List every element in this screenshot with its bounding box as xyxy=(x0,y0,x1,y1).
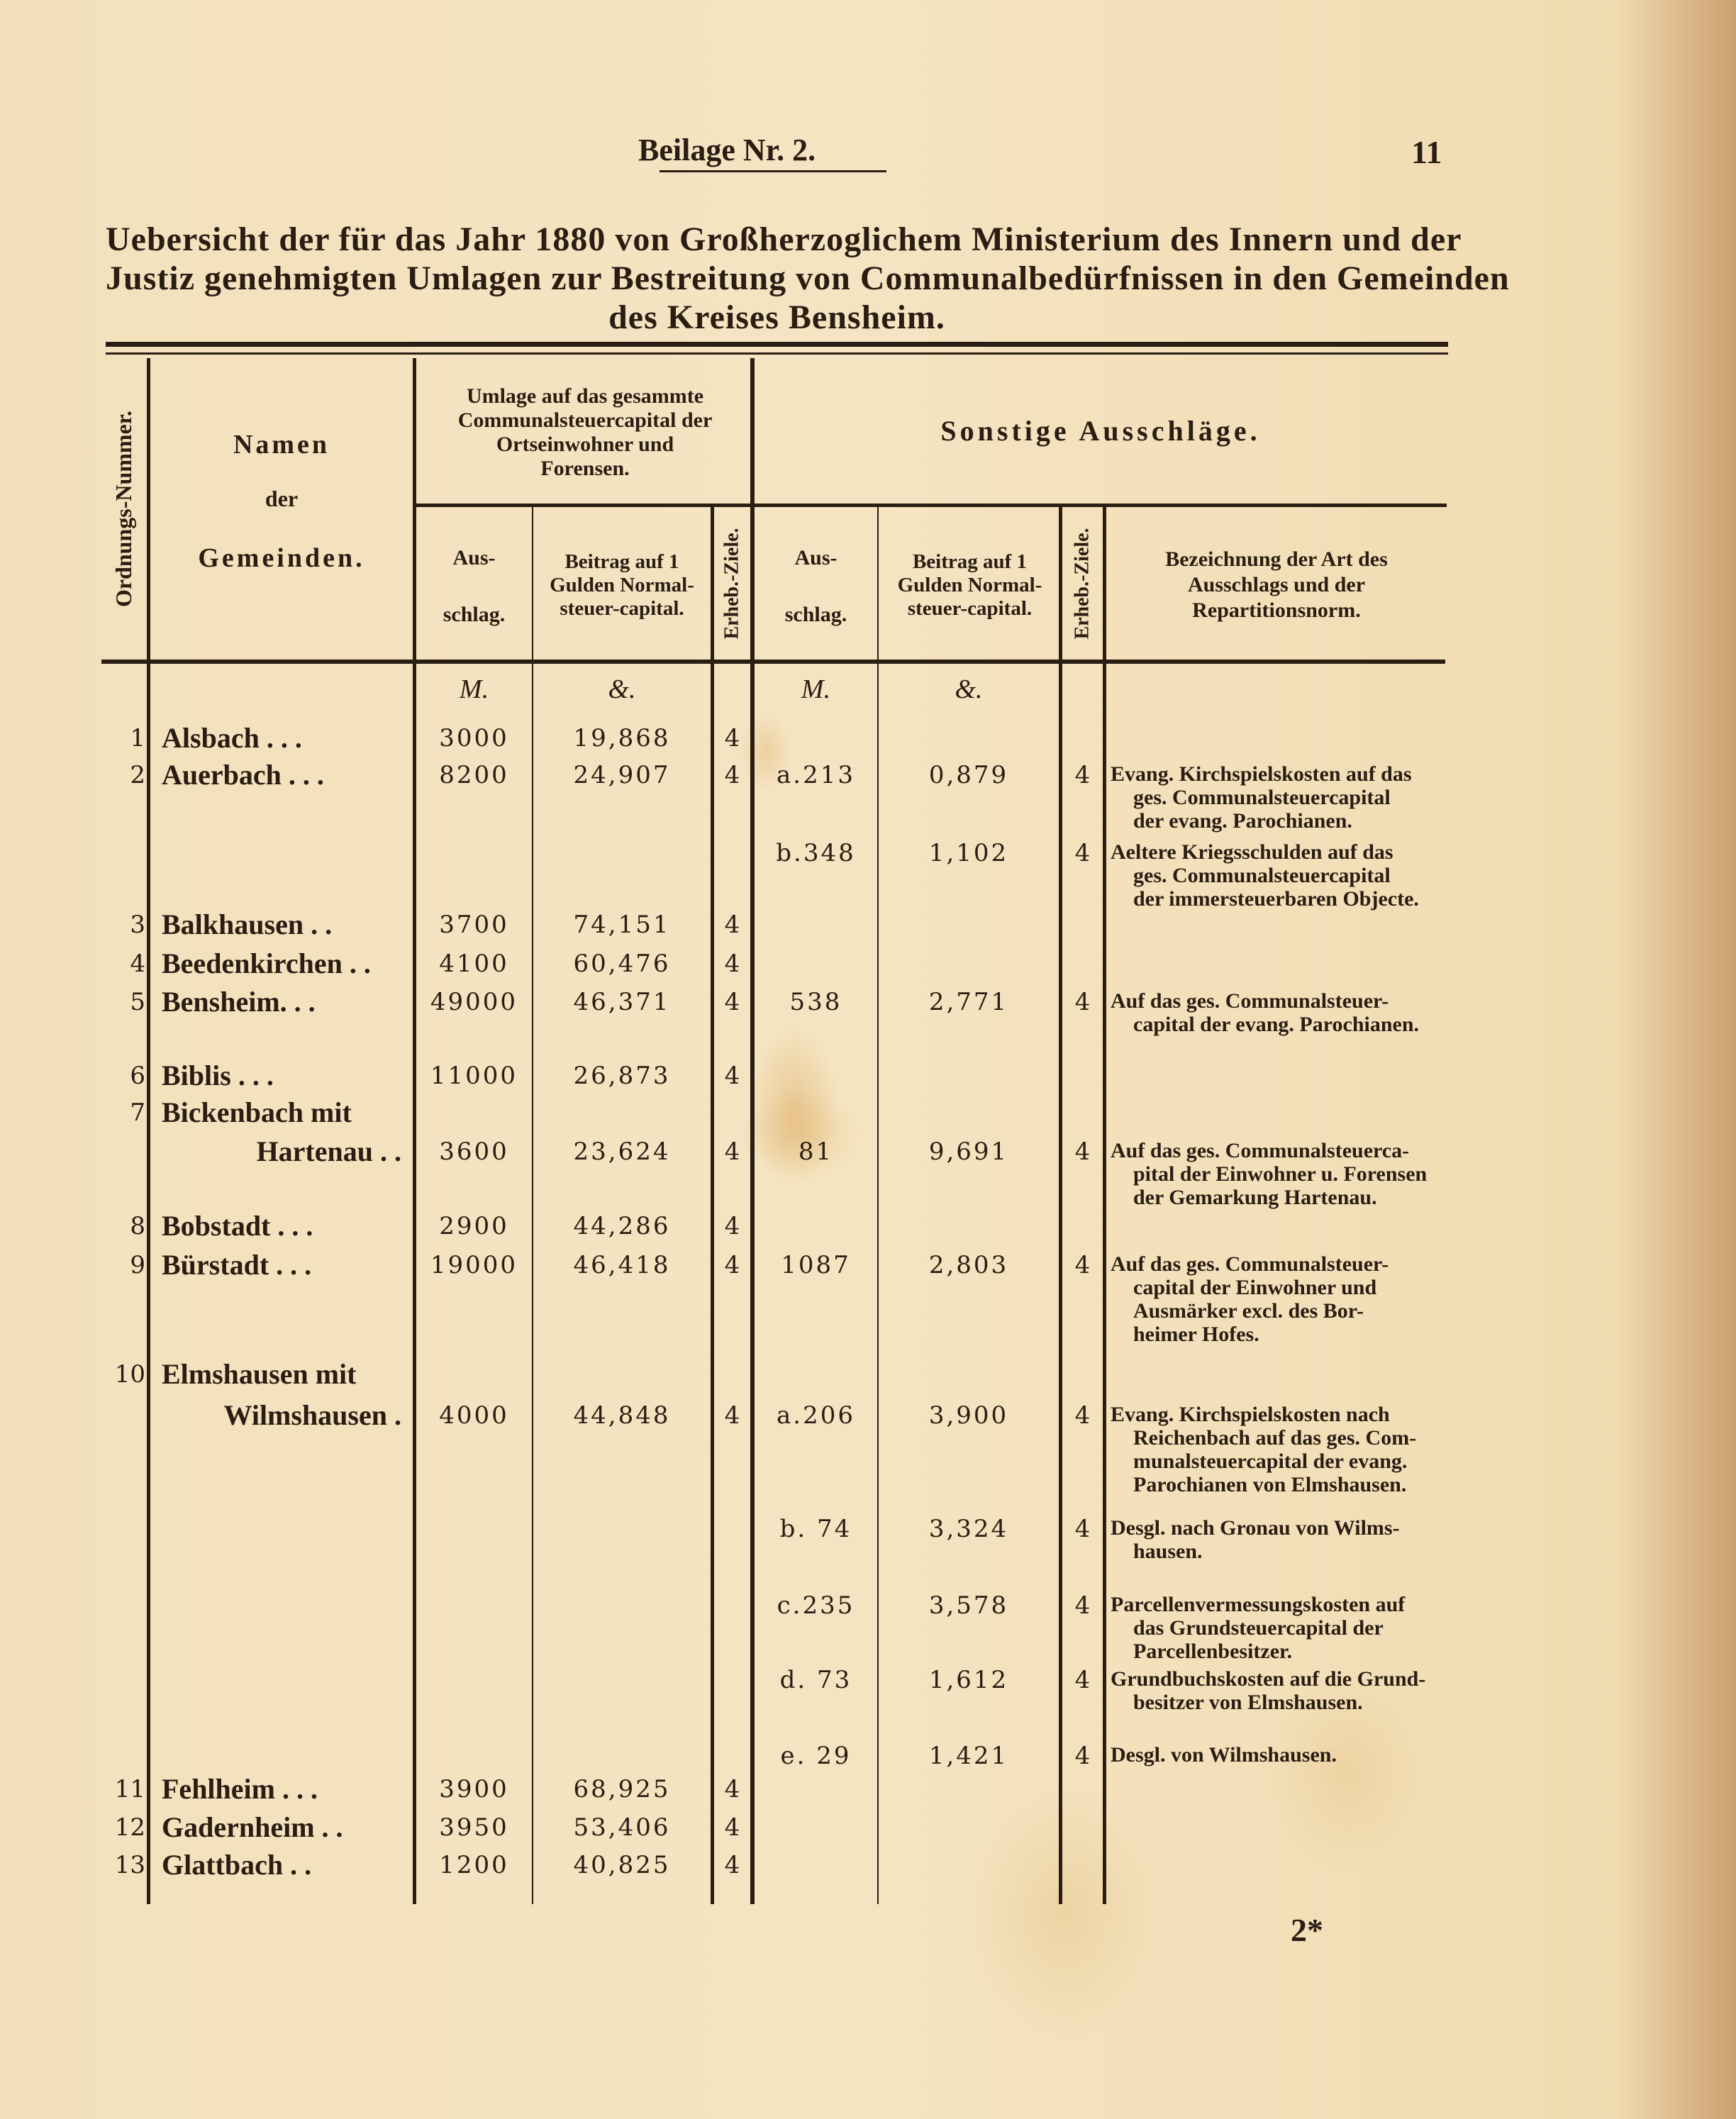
sonstige-erheb-ziele: 4 xyxy=(1074,1591,1091,1620)
column-rule xyxy=(711,505,714,1904)
signature-mark: 2* xyxy=(1291,1912,1323,1948)
sonstige-beitrag: 2,803 xyxy=(928,1251,1009,1279)
title-rule-thin xyxy=(106,352,1448,355)
supplement-heading: Beilage Nr. 2. xyxy=(638,133,816,167)
umlage-ausschlag: 1200 xyxy=(439,1851,509,1879)
bezeichnung-header: Bezeichnung der Art des Ausschlags und der Repartitionsnorm. xyxy=(1165,547,1388,622)
sonstige-erheb-ziele: 4 xyxy=(1074,1515,1091,1543)
levy-description-line: das Grundsteuercapital der xyxy=(1133,1616,1384,1640)
umlage-beitrag: 23,624 xyxy=(573,1138,671,1166)
page-number: 11 xyxy=(1411,134,1442,170)
levy-description-line: besitzer von Elmshausen. xyxy=(1133,1691,1363,1714)
namen-header xyxy=(150,358,413,660)
sonstige-erheb-ziele: 4 xyxy=(1074,1666,1091,1694)
row-number: 1 xyxy=(130,724,145,752)
levy-description xyxy=(1111,1667,1444,1714)
municipality-name: Bobstadt . . . xyxy=(162,1210,313,1242)
title-rule-thick xyxy=(106,342,1448,347)
levy-description xyxy=(1111,1403,1444,1496)
sonstige-ausschlag: a.206 xyxy=(777,1401,855,1430)
municipality-name: Glattbach . . xyxy=(162,1849,312,1881)
levy-description-line: der evang. Parochianen. xyxy=(1133,809,1352,833)
levy-description-line: ges. Communalsteuercapital xyxy=(1133,864,1391,887)
levy-description xyxy=(1111,1516,1444,1563)
municipality-name: Bürstadt . . . xyxy=(162,1249,312,1281)
row-number: 9 xyxy=(130,1251,145,1279)
umlage-erheb-ziele: 4 xyxy=(724,1138,740,1166)
umlage-erheb-ziele: 4 xyxy=(724,1775,740,1803)
ausschlag-label-1: Aus- xyxy=(794,546,838,569)
umlage-ausschlag: 3600 xyxy=(439,1138,509,1166)
sonstige-erheb-ziele: 4 xyxy=(1074,1401,1091,1430)
levy-description xyxy=(1111,1593,1444,1663)
levy-description-line: Ausmärker excl. des Bor- xyxy=(1133,1299,1364,1323)
levy-description-line: Evang. Kirchspielskosten auf das xyxy=(1111,762,1412,786)
umlage-beitrag: 24,907 xyxy=(573,761,671,789)
levy-description-line: heimer Hofes. xyxy=(1133,1323,1259,1346)
levy-description-line: Auf das ges. Communalsteuer- xyxy=(1111,1252,1389,1276)
levy-description-line: Desgl. von Wilmshausen. xyxy=(1111,1743,1337,1767)
umlage-ausschlag: 4000 xyxy=(439,1401,509,1430)
municipality-name: Bickenbach mit xyxy=(162,1096,352,1128)
municipality-name: Auerbach . . . xyxy=(162,759,324,791)
umlage-ausschlag: 11000 xyxy=(430,1062,518,1090)
umlage-beitrag: 44,848 xyxy=(573,1401,671,1430)
levy-description-line: Auf das ges. Communalsteuerca- xyxy=(1111,1139,1410,1162)
sonstige-erheb-ziele-header xyxy=(1062,507,1103,660)
municipality-name: Beedenkirchen . . xyxy=(162,947,371,979)
sonstige-ausschlag: 538 xyxy=(789,988,842,1016)
umlage-erheb-ziele: 4 xyxy=(724,761,740,789)
umlage-ausschlag: 4100 xyxy=(439,950,509,978)
sonstige-erheb-ziele: 4 xyxy=(1074,761,1091,789)
ordnungs-nummer-label: Ordnungs-Nummer. xyxy=(111,410,137,608)
umlage-beitrag: 44,286 xyxy=(573,1212,671,1240)
levy-description-line: Reichenbach auf das ges. Com- xyxy=(1133,1426,1417,1450)
sonstige-beitrag: 1,102 xyxy=(928,839,1009,867)
umlage-ausschlag: 49000 xyxy=(430,988,518,1016)
levy-description-line: capital der evang. Parochianen. xyxy=(1133,1013,1420,1036)
namen-label-3: Gemeinden. xyxy=(198,543,365,573)
umlage-beitrag: 53,406 xyxy=(573,1813,671,1842)
row-number: 11 xyxy=(114,1775,145,1803)
umlage-beitrag: 26,873 xyxy=(573,1062,671,1090)
levy-description-line: der Gemarkung Hartenau. xyxy=(1133,1186,1377,1209)
sonstige-ausschlag: 1087 xyxy=(781,1251,851,1279)
levy-description xyxy=(1111,762,1444,833)
header-subrule xyxy=(415,504,1447,507)
row-number: 6 xyxy=(130,1062,145,1090)
sonstige-beitrag-header: Beitrag auf 1 Gulden Normal-steuer-capital. xyxy=(897,550,1042,620)
umlage-erheb-ziele: 4 xyxy=(724,724,740,752)
umlage-ausschlag: 3000 xyxy=(439,724,509,752)
row-number: 12 xyxy=(114,1813,145,1842)
sonstige-erheb-ziele: 4 xyxy=(1074,1138,1091,1166)
umlage-erheb-ziele: 4 xyxy=(724,1813,740,1842)
ausschlag-label-1: Aus- xyxy=(452,546,496,569)
levy-description xyxy=(1111,989,1444,1036)
namen-label-2: der xyxy=(265,486,299,511)
umlage-beitrag: 46,418 xyxy=(573,1251,671,1279)
supplement-underline xyxy=(660,170,886,172)
row-number: 3 xyxy=(130,911,145,939)
levy-description-line: Aeltere Kriegsschulden auf das xyxy=(1111,840,1393,864)
row-number: 5 xyxy=(130,988,145,1016)
unit-pfennig: &. xyxy=(608,674,636,704)
umlage-beitrag: 19,868 xyxy=(573,724,671,752)
umlage-erheb-ziele: 4 xyxy=(724,988,740,1016)
levy-description-line: Auf das ges. Communalsteuer- xyxy=(1111,989,1389,1013)
sonstige-ausschlag-header xyxy=(755,507,877,660)
umlage-beitrag: 74,151 xyxy=(573,911,671,939)
row-number: 2 xyxy=(130,761,145,789)
umlage-beitrag: 68,925 xyxy=(573,1775,671,1803)
title-line-3: des Kreises Bensheim. xyxy=(608,299,945,336)
municipality-name: Biblis . . . xyxy=(162,1060,274,1091)
levy-description-line: Evang. Kirchspielskosten nach xyxy=(1111,1403,1390,1426)
sonstige-beitrag: 3,900 xyxy=(928,1401,1009,1430)
sonstige-beitrag: 1,421 xyxy=(928,1742,1009,1770)
municipality-name: Elmshausen mit xyxy=(162,1358,357,1390)
sonstige-ausschlag: b. 74 xyxy=(779,1515,852,1543)
row-number: 13 xyxy=(114,1851,145,1879)
umlage-beitrag: 60,476 xyxy=(573,950,671,978)
sonstige-ausschlag: e. 29 xyxy=(780,1742,852,1770)
umlage-ausschlag: 2900 xyxy=(439,1212,509,1240)
levy-description-line: capital der Einwohner und xyxy=(1133,1276,1377,1299)
row-number: 4 xyxy=(130,950,145,978)
sonstige-ausschlag: d. 73 xyxy=(779,1666,852,1694)
municipality-name: Bensheim. . . xyxy=(162,986,316,1018)
unit-pfennig: &. xyxy=(955,674,983,704)
umlage-erheb-ziele: 4 xyxy=(724,1401,740,1430)
sonstige-erheb-ziele: 4 xyxy=(1074,988,1091,1016)
column-rule xyxy=(1103,505,1106,1904)
sonstige-beitrag: 9,691 xyxy=(928,1138,1009,1166)
column-rule xyxy=(532,505,533,1904)
ausschlag-header xyxy=(416,507,532,660)
umlage-ausschlag: 8200 xyxy=(439,761,509,789)
sonstige-beitrag: 0,879 xyxy=(928,761,1009,789)
umlage-ausschlag: 3950 xyxy=(439,1813,509,1842)
sonstige-ausschlag: a.213 xyxy=(777,761,855,789)
ausschlag-label-2: schlag. xyxy=(443,603,506,626)
erheb-ziele-label: Erheb.-Ziele. xyxy=(1071,527,1094,640)
row-number: 10 xyxy=(114,1360,145,1389)
levy-description-line: pital der Einwohner u. Forensen xyxy=(1133,1162,1428,1186)
sonstige-beitrag: 2,771 xyxy=(928,988,1009,1016)
ordnungs-nummer-header xyxy=(101,358,147,660)
umlage-beitrag: 46,371 xyxy=(573,988,671,1016)
municipality-name: Alsbach . . . xyxy=(162,722,302,754)
umlage-ausschlag: 19000 xyxy=(430,1251,518,1279)
levy-description xyxy=(1111,840,1444,911)
umlage-erheb-ziele: 4 xyxy=(724,1062,740,1090)
unit-mark: M. xyxy=(801,674,831,704)
umlage-erheb-ziele: 4 xyxy=(724,1251,740,1279)
levy-description xyxy=(1111,1743,1444,1767)
sonstige-ausschlag: c.235 xyxy=(777,1591,855,1620)
umlage-erheb-ziele: 4 xyxy=(724,1212,740,1240)
umlage-ausschlag: 3700 xyxy=(439,911,509,939)
header-bottom-rule xyxy=(101,660,1445,664)
row-number: 7 xyxy=(130,1099,145,1127)
municipality-name: Fehlheim . . . xyxy=(162,1773,318,1805)
levy-description-line: Grundbuchskosten auf die Grund- xyxy=(1111,1667,1426,1691)
row-number: 8 xyxy=(130,1212,145,1240)
title-line-1: Uebersicht der für das Jahr 1880 von Großherzoglichem Ministerium des Innern und der xyxy=(106,221,1462,258)
umlage-erheb-ziele: 4 xyxy=(724,1851,740,1879)
sonstige-ausschlag: b.348 xyxy=(776,839,856,867)
municipality-name: Gadernheim . . xyxy=(162,1811,343,1843)
umlage-erheb-ziele: 4 xyxy=(724,950,740,978)
sonstige-erheb-ziele: 4 xyxy=(1074,839,1091,867)
municipality-name: Balkhausen . . xyxy=(162,908,333,940)
sonstige-beitrag: 1,612 xyxy=(928,1666,1009,1694)
umlage-erheb-ziele: 4 xyxy=(724,911,740,939)
erheb-ziele-label: Erheb.-Ziele. xyxy=(720,527,743,640)
municipality-name-continued: Hartenau . . xyxy=(256,1135,401,1167)
levy-description-line: ges. Communalsteuercapital xyxy=(1133,786,1391,809)
levy-description xyxy=(1111,1252,1444,1346)
sonstige-beitrag: 3,324 xyxy=(928,1515,1009,1543)
ausschlag-label-2: schlag. xyxy=(784,603,847,626)
erheb-ziele-header xyxy=(714,507,750,660)
municipality-name-continued: Wilmshausen . xyxy=(223,1399,401,1431)
namen-label-1: Namen xyxy=(233,430,330,460)
levy-description-line: Parcellenbesitzer. xyxy=(1133,1640,1293,1663)
umlage-ausschlag: 3900 xyxy=(439,1775,509,1803)
sonstige-group-header: Sonstige Ausschläge. xyxy=(940,415,1261,447)
beitrag-header: Beitrag auf 1 Gulden Normal-steuer-capital. xyxy=(550,550,694,620)
levy-description-line: hausen. xyxy=(1133,1540,1203,1563)
levy-description-line: Desgl. nach Gronau von Wilms- xyxy=(1111,1516,1400,1540)
umlage-group-header: Umlage auf das gesammte Communalsteuercapital der Ortseinwohner und Forensen. xyxy=(457,384,713,480)
levy-description-line: der immersteuerbaren Objecte. xyxy=(1133,887,1419,911)
levy-description xyxy=(1111,1139,1444,1209)
sonstige-erheb-ziele: 4 xyxy=(1074,1742,1091,1770)
sonstige-erheb-ziele: 4 xyxy=(1074,1251,1091,1279)
umlage-beitrag: 40,825 xyxy=(573,1851,671,1879)
sonstige-beitrag: 3,578 xyxy=(928,1591,1009,1620)
sonstige-ausschlag: 81 xyxy=(798,1138,834,1166)
unit-mark: M. xyxy=(459,674,489,704)
levy-description-line: munalsteuercapital der evang. xyxy=(1133,1450,1408,1473)
title-line-2: Justiz genehmigten Umlagen zur Bestreitung von Communalbedürfnissen in den Gemeinden xyxy=(106,260,1510,297)
levy-description-line: Parochianen von Elmshausen. xyxy=(1133,1473,1407,1496)
levy-description-line: Parcellenvermessungskosten auf xyxy=(1111,1593,1406,1616)
